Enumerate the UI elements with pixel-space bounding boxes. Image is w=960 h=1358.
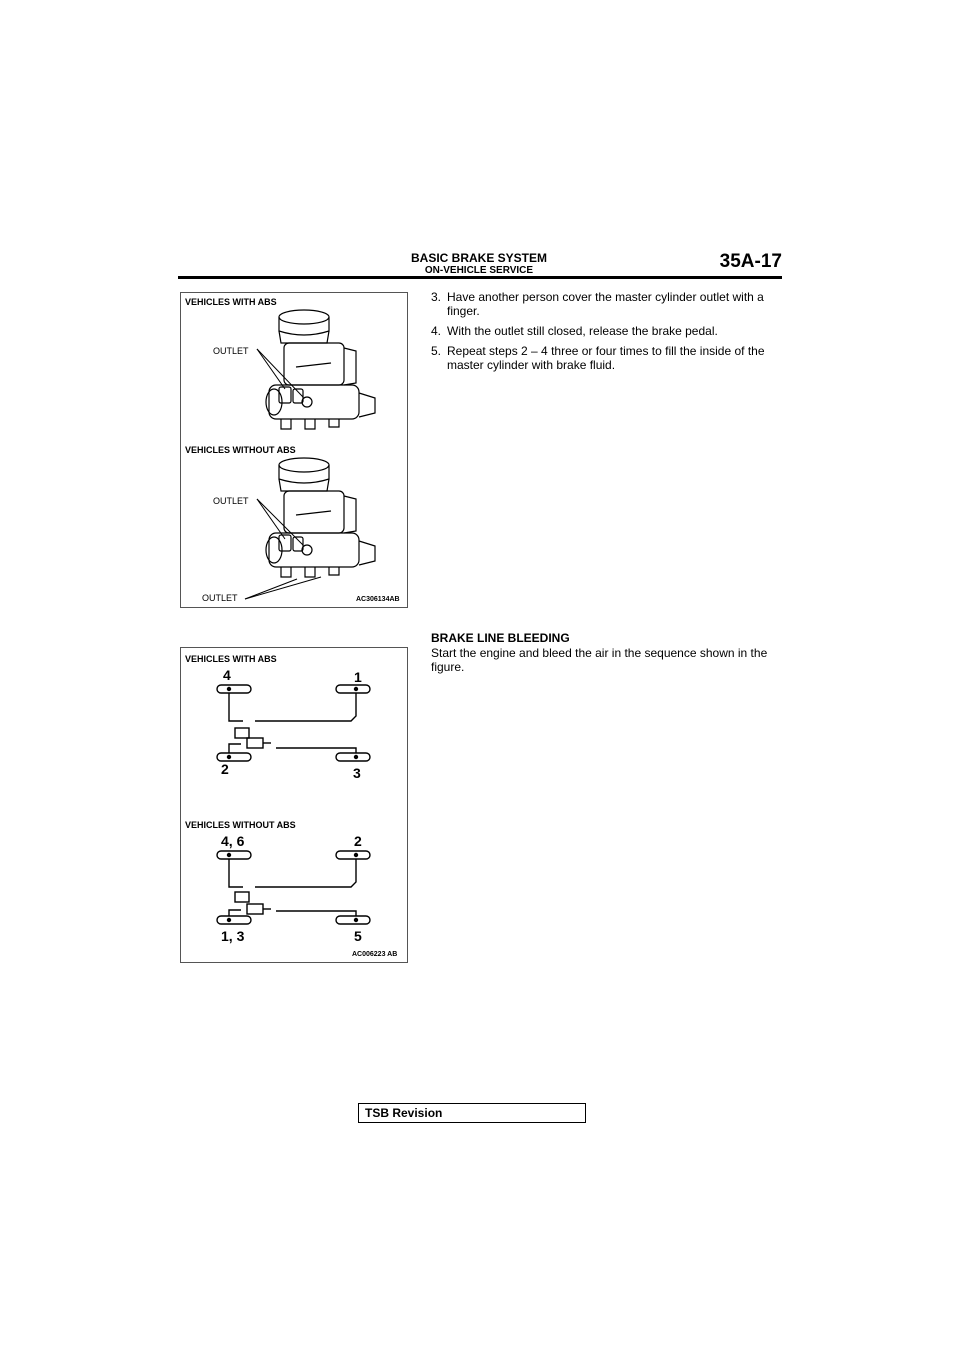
- abs-brake-lines: [217, 685, 370, 761]
- page-number: 35A-17: [719, 251, 782, 272]
- sequence-number: 1, 3: [221, 928, 245, 944]
- sequence-number: 4: [223, 667, 231, 683]
- section-heading: BRAKE LINE BLEEDING: [431, 631, 570, 645]
- section-body: Start the engine and bleed the air in the sequence shown in the figure.: [431, 646, 768, 674]
- list-item: [431, 290, 783, 318]
- outlet-label: OUTLET: [202, 593, 238, 603]
- label-without-abs: VEHICLES WITHOUT ABS: [185, 820, 296, 830]
- sequence-number: 3: [353, 765, 361, 781]
- section-title: BASIC BRAKE SYSTEM: [410, 251, 547, 265]
- step-number: 4.: [431, 324, 442, 338]
- outlet-leader-lines: [245, 349, 321, 599]
- list-item: [431, 324, 783, 338]
- non-abs-brake-lines: [217, 851, 370, 924]
- step-text: With the outlet still closed, release the brake pedal.: [447, 324, 718, 338]
- step-text: Repeat steps 2 – 4 three or four times to fill the inside of the master cylinder with brake fluid.: [447, 344, 765, 372]
- list-item: [431, 344, 783, 372]
- step-number: 3.: [431, 290, 442, 304]
- tsb-revision-box: [358, 1103, 586, 1123]
- tsb-revision-label: TSB Revision: [365, 1106, 443, 1120]
- sequence-number: 2: [354, 833, 362, 849]
- sequence-number: 1: [354, 669, 362, 685]
- step-number: 5.: [431, 344, 442, 358]
- figure-code: AC306134AB: [356, 596, 400, 603]
- label-with-abs: VEHICLES WITH ABS: [185, 297, 277, 307]
- brake-line-diagram: [181, 648, 409, 964]
- outlet-label: OUTLET: [213, 496, 249, 506]
- bleeding-sequence-figure: [180, 647, 408, 963]
- header-rule: [178, 276, 782, 279]
- sequence-number: 4, 6: [221, 833, 245, 849]
- label-without-abs: VEHICLES WITHOUT ABS: [185, 445, 296, 455]
- outlet-label: OUTLET: [213, 346, 249, 356]
- master-cylinder-figure: [180, 292, 408, 608]
- step-text: Have another person cover the master cylinder outlet with a finger.: [447, 290, 764, 318]
- sequence-number: 5: [354, 928, 362, 944]
- label-with-abs: VEHICLES WITH ABS: [185, 654, 277, 664]
- procedure-steps: [431, 290, 783, 378]
- figure-code: AC006223 AB: [352, 951, 398, 958]
- cylinder-without-abs-drawing: [266, 458, 375, 577]
- sequence-number: 2: [221, 761, 229, 777]
- cylinder-with-abs-drawing: [266, 310, 375, 429]
- section-subtitle: ON-VEHICLE SERVICE: [424, 265, 534, 276]
